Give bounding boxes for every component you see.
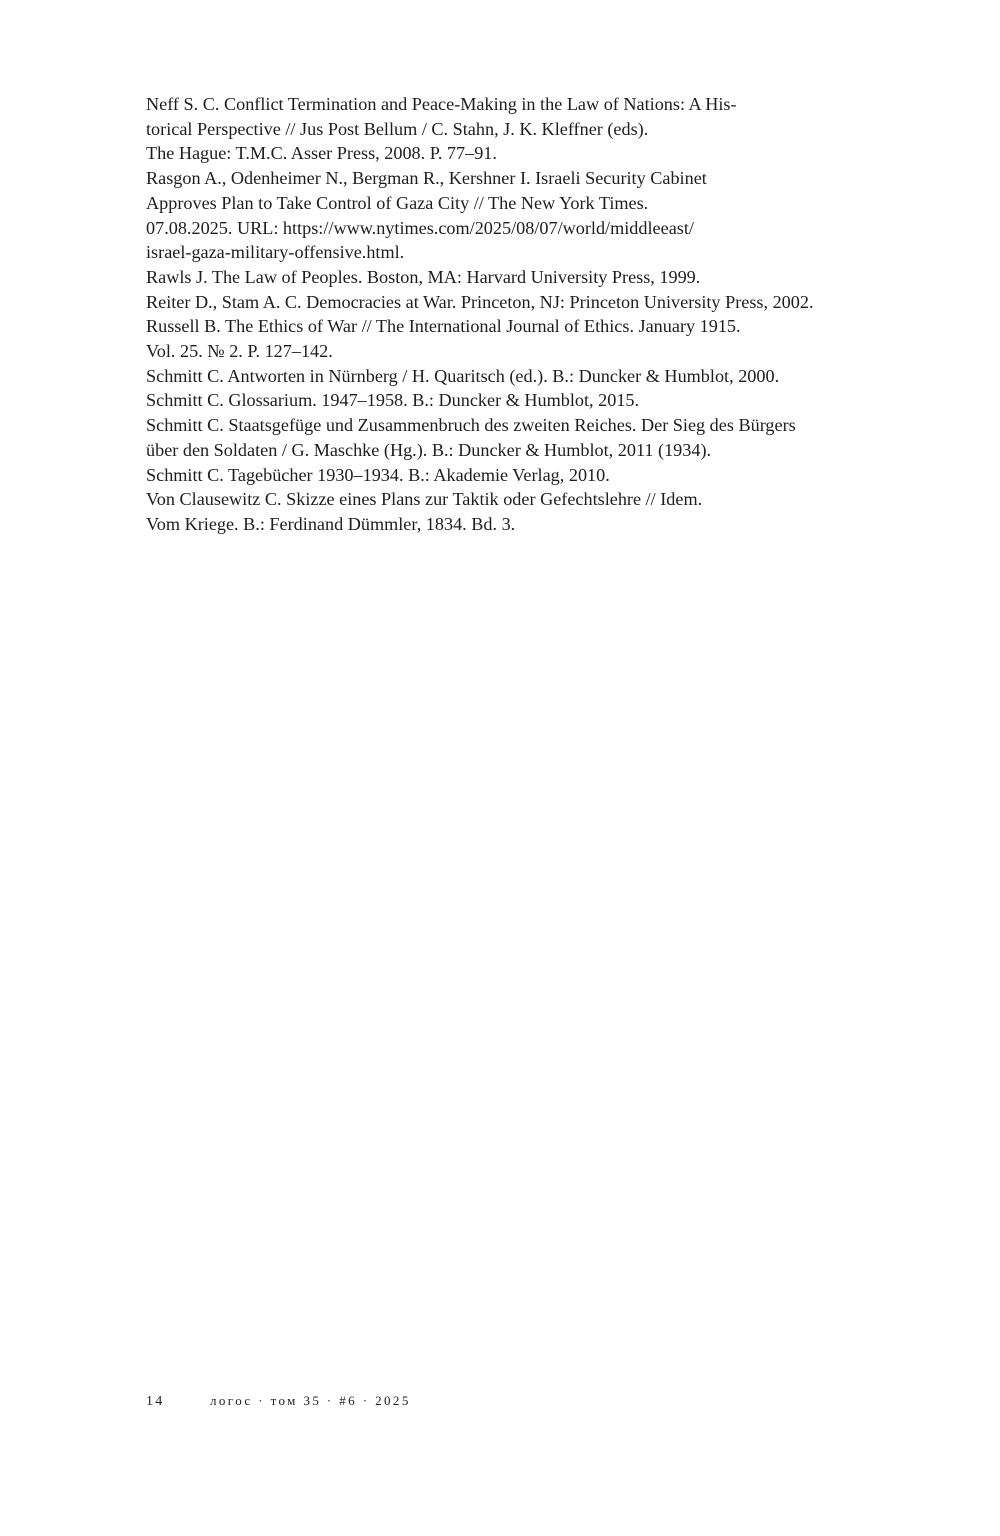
reference-line: Schmitt C. Glossarium. 1947–1958. B.: Duncker & Humblot, 2015.	[146, 390, 640, 411]
reference-line: Schmitt C. Antworten in Nürnberg / H. Quaritsch (ed.). B.: Duncker & Humblot, 2000.	[146, 365, 780, 386]
reference-line: Russell B. The Ethics of War // The International Journal of Ethics. January 1915.	[146, 316, 741, 337]
reference-line: Rawls J. The Law of Peoples. Boston, MA: Harvard University Press, 1999.	[146, 266, 701, 287]
reference-entry-neff	[146, 92, 866, 166]
reference-line: Schmitt C. Staatsgefüge und Zusammenbruch des zweiten Reiches. Der Sieg des Bürgers	[146, 415, 796, 436]
reference-entry-clausewitz	[146, 487, 866, 536]
reference-line: Vom Kriege. B.: Ferdinand Dümmler, 1834. Bd. 3.	[146, 513, 516, 534]
reference-line: The Hague: T.M.C. Asser Press, 2008. P. 77–91.	[146, 143, 497, 164]
reference-line: Schmitt C. Tagebücher 1930–1934. B.: Akademie Verlag, 2010.	[146, 464, 610, 485]
page-footer	[146, 1393, 411, 1410]
reference-line: Approves Plan to Take Control of Gaza City // The New York Times.	[146, 192, 649, 213]
reference-line: Neff S. C. Conflict Termination and Peace-Making in the Law of Nations: A His-	[146, 94, 737, 114]
reference-line: torical Perspective // Jus Post Bellum / C. Stahn, J. K. Kleffner (eds).	[146, 118, 649, 139]
reference-line: Von Clausewitz C. Skizze eines Plans zur Taktik oder Gefechtslehre // Idem.	[146, 489, 703, 510]
reference-line: Vol. 25. № 2. P. 127–142.	[146, 341, 333, 362]
reference-line: Rasgon A., Odenheimer N., Bergman R., Kershner I. Israeli Security Cabinet	[146, 168, 707, 189]
reference-entry-schmitt-glossarium	[146, 388, 866, 413]
reference-entry-schmitt-antworten	[146, 364, 866, 389]
reference-entry-rasgon	[146, 166, 866, 265]
reference-entry-schmitt-staatsgefuge	[146, 413, 866, 462]
references-list	[146, 92, 866, 537]
reference-line: Reiter D., Stam A. C. Democracies at War. Princeton, NJ: Princeton University Press, 2002.	[146, 291, 814, 312]
page-number: 14	[146, 1394, 165, 1409]
reference-entry-schmitt-tagebucher	[146, 463, 866, 488]
reference-entry-rawls	[146, 265, 866, 290]
running-head: логос · том 35 · #6 · 2025	[210, 1393, 411, 1408]
reference-entry-reiter	[146, 290, 866, 315]
reference-entry-russell	[146, 314, 866, 363]
reference-line: 07.08.2025. URL: https://www.nytimes.com/2025/08/07/world/middleeast/	[146, 217, 694, 238]
reference-line: israel-gaza-military-offensive.html.	[146, 242, 405, 263]
reference-line: über den Soldaten / G. Maschke (Hg.). B.: Duncker & Humblot, 2011 (1934).	[146, 439, 712, 460]
